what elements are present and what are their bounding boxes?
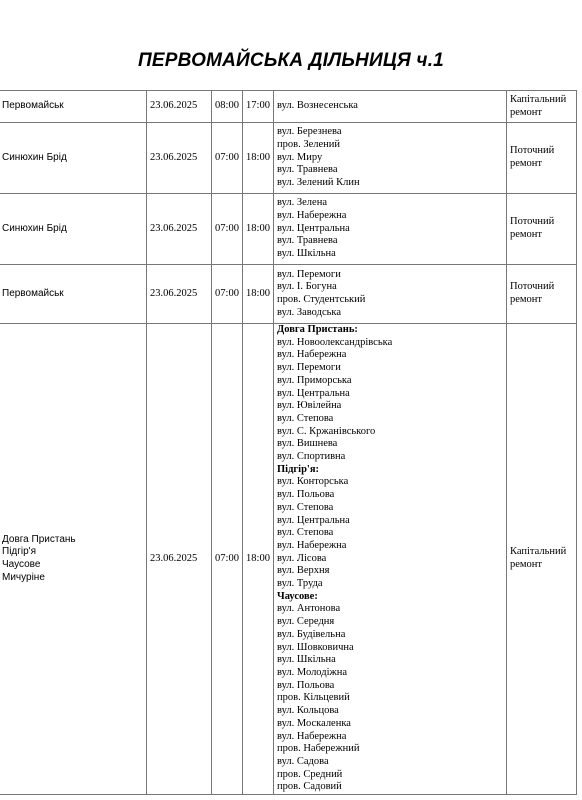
street-item: пров. Кільцевий [277, 692, 350, 704]
street-item: вул. Перемоги [277, 362, 341, 374]
work-type-line: ремонт [510, 294, 543, 305]
table-row [0, 324, 577, 795]
street-item: вул. Антонова [277, 603, 341, 615]
settlement-name: Синюхин Брід [2, 151, 67, 163]
street-item: вул. Набережна [277, 730, 347, 742]
start-time-cell: 07:00 [212, 265, 243, 324]
settlement-cell [0, 123, 147, 194]
street-item: пров. Студентський [277, 294, 366, 305]
street-item: вул. Вишнева [277, 438, 338, 450]
street-item: вул. Зелена [277, 197, 327, 209]
street-item: вул. Ювілейна [277, 400, 342, 412]
street-item: вул. Спортивна [277, 451, 346, 463]
street-item: вул. Шкільна [277, 248, 336, 260]
work-type-line: Капітальний [510, 93, 567, 105]
village-heading: Підгір'я: [277, 463, 320, 475]
street-item: вул. Перемоги [277, 268, 341, 280]
end-time-cell: 18:00 [243, 265, 274, 324]
street-item: вул. Будівельна [277, 628, 346, 640]
street-item: вул. Шкільна [277, 654, 336, 666]
street-item: вул. Садова [277, 755, 329, 767]
street-item: пров. Зелений [277, 138, 341, 150]
street-item: вул. І. Богуна [277, 281, 337, 293]
settlement-name: Первомайськ [2, 100, 64, 112]
table-row [0, 91, 577, 123]
settlement-name: Підгір'я [2, 546, 36, 558]
work-type-cell [507, 324, 577, 795]
work-type-cell [507, 123, 577, 194]
end-time-cell: 18:00 [243, 324, 274, 795]
work-type-line: Поточний [510, 216, 555, 228]
work-type-cell [507, 194, 577, 265]
settlement-name: Синюхин Брід [2, 222, 67, 234]
table-row [0, 194, 577, 265]
date-cell: 23.06.2025 [147, 265, 212, 324]
street-item: вул. Конторська [277, 476, 349, 488]
table-row [0, 123, 577, 194]
work-type-line: ремонт [510, 559, 543, 570]
street-item: вул. Верхня [277, 565, 330, 577]
settlement-cell [0, 194, 147, 265]
street-item: вул. Польова [277, 679, 335, 691]
streets-cell [274, 123, 507, 194]
streets-cell [274, 324, 507, 795]
street-item: вул. Лісова [277, 552, 327, 564]
settlement-name: Чаусове [2, 559, 41, 570]
work-type-line: Поточний [510, 281, 555, 293]
street-item: вул. Набережна [277, 349, 347, 361]
street-item: вул. Центральна [277, 514, 350, 526]
village-heading: Чаусове: [277, 590, 318, 602]
end-time-cell: 17:00 [243, 91, 274, 123]
date-cell: 23.06.2025 [147, 194, 212, 265]
settlement-cell [0, 265, 147, 324]
village-heading: Довга Пристань: [277, 324, 358, 335]
street-item: вул. Вознесенська [277, 100, 358, 112]
work-type-line: Капітальний [510, 546, 567, 558]
work-type-cell [507, 91, 577, 123]
street-item: вул. Заводська [277, 306, 342, 318]
street-item: вул. Центральна [277, 387, 350, 399]
street-item: вул. Труда [277, 578, 323, 590]
street-item: вул. Набережна [277, 209, 347, 221]
work-type-line: ремонт [510, 158, 543, 169]
street-item: вул. Степова [277, 527, 334, 539]
streets-cell [274, 91, 507, 123]
street-item: вул. Молодіжна [277, 666, 348, 678]
work-type-line: ремонт [510, 229, 543, 240]
street-item: вул. Приморська [277, 374, 352, 386]
streets-cell [274, 265, 507, 324]
work-type-cell [507, 265, 577, 324]
end-time-cell: 18:00 [243, 194, 274, 265]
start-time-cell: 07:00 [212, 123, 243, 194]
street-item: вул. Польова [277, 489, 335, 501]
date-cell: 23.06.2025 [147, 123, 212, 194]
table-row [0, 265, 577, 324]
outage-schedule-table [0, 90, 577, 795]
page-title: ПЕРВОМАЙСЬКА ДІЛЬНИЦЯ ч.1 [138, 50, 444, 71]
street-item: вул. Середня [277, 616, 335, 628]
start-time-cell: 08:00 [212, 91, 243, 123]
settlement-name: Мичуріне [2, 571, 45, 583]
settlement-cell [0, 324, 147, 795]
work-type-line: Поточний [510, 145, 555, 157]
street-item: вул. Степова [277, 412, 334, 424]
street-item: вул. Березнева [277, 126, 342, 138]
street-item: вул. Москаленка [277, 717, 351, 729]
street-item: вул. Травнева [277, 235, 338, 247]
streets-cell [274, 194, 507, 265]
settlement-name: Довга Пристань [2, 533, 76, 545]
end-time-cell: 18:00 [243, 123, 274, 194]
street-item: вул. Зелений Клин [277, 177, 360, 189]
street-item: вул. Новоолександрівська [277, 336, 393, 348]
start-time-cell: 07:00 [212, 194, 243, 265]
street-item: пров. Средний [277, 768, 343, 780]
street-item: вул. Набережна [277, 539, 347, 551]
start-time-cell: 07:00 [212, 324, 243, 795]
date-cell: 23.06.2025 [147, 324, 212, 795]
settlement-cell [0, 91, 147, 123]
street-item: вул. С. Кржанівського [277, 425, 376, 437]
street-item: вул. Кольцова [277, 705, 339, 717]
street-item: вул. Центральна [277, 222, 350, 234]
street-item: вул. Миру [277, 151, 323, 163]
street-item: вул. Шовковична [277, 641, 354, 653]
street-item: пров. Садовий [277, 781, 342, 793]
street-item: вул. Травнева [277, 164, 338, 176]
settlement-name: Первомайськ [2, 287, 64, 299]
street-item: пров. Набережний [277, 743, 360, 755]
street-item: вул. Степова [277, 501, 334, 513]
work-type-line: ремонт [510, 106, 543, 118]
date-cell: 23.06.2025 [147, 91, 212, 123]
